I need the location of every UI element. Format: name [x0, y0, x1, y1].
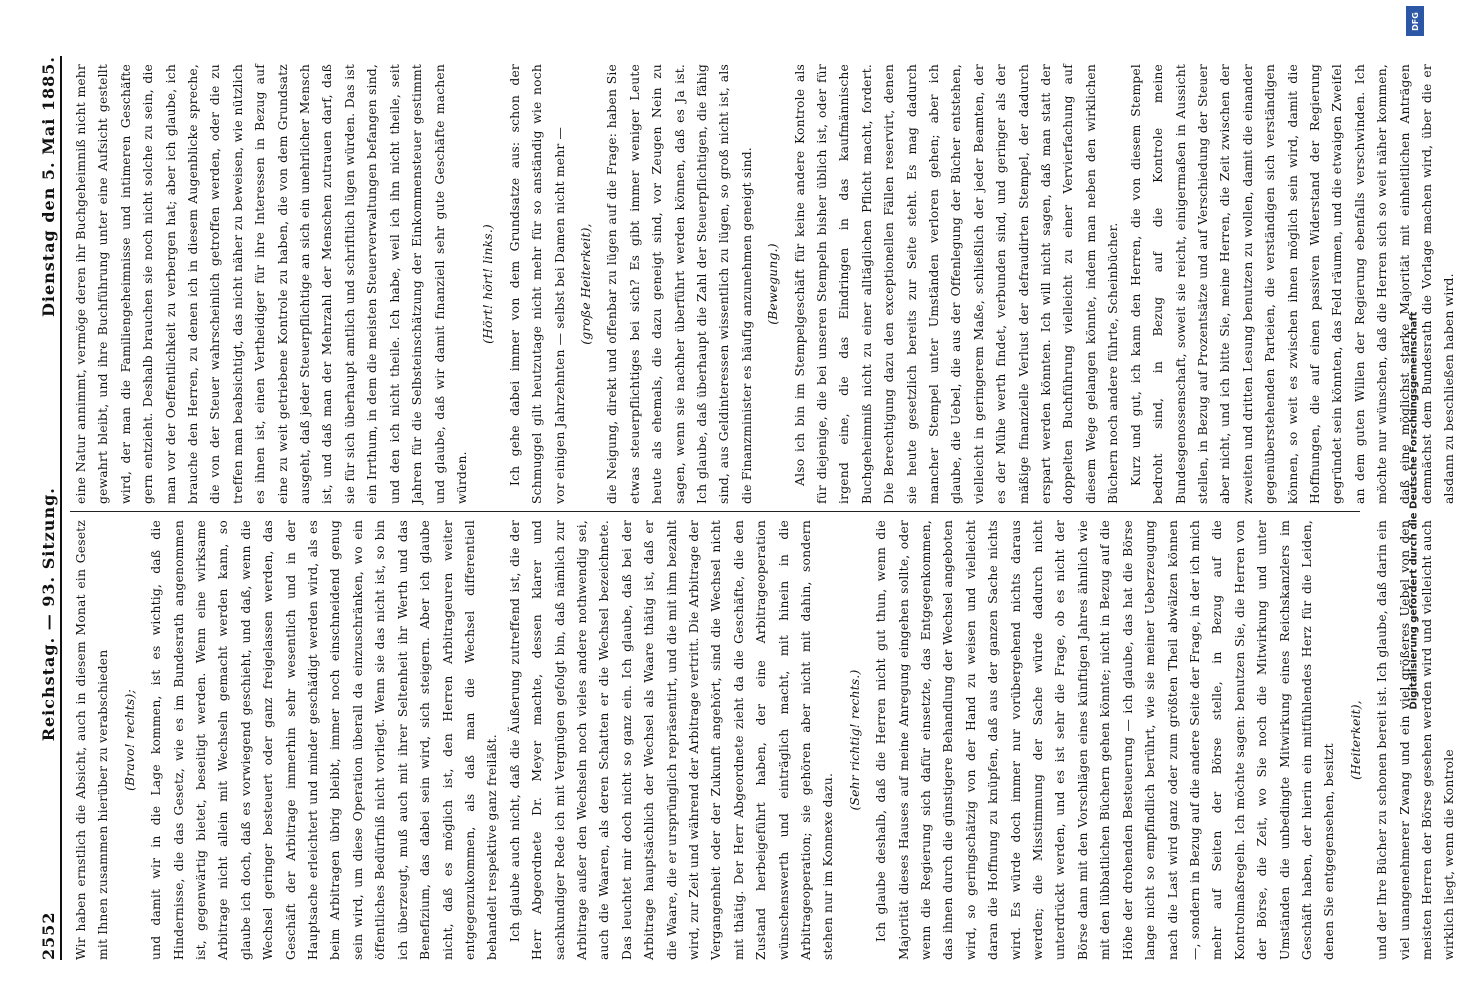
paragraph: Also ich bin im Stempelgeschäft für keine andere Kontrole als für diejenige, die bei unseren Stempeln bisher üblich ist, oder für irgend eine, die das Eindringen in das kaufmännische Buchgeheimniß nicht zu einer alltäglichen Pflicht macht, fordert. Die Berechtigung dazu den exceptionellen Fällen reservirt, denen sie heute gesetzlich bereits zur Seite steht. Es mag dadurch mancher Stempel unter Umständen verloren gehen; aber ich glaube, die Uebel, die aus der Offenlegung der Bücher entstehen, vielleicht in geringerem Maße, schließlich der jeder Beamten, der es der Mühe werth findet, verbunden sind, und geringer als der mäßige finanzielle Verlust der defraudirten Stempel, der dadurch erspart werden könnten. Ich will nicht sagen, daß man statt der doppelten Buchführung vielleicht zu einer Vervierfachung auf diesem Wege gelangen könnte, indem man neben den wirklichen Büchern noch andere führte, Scheinbücher. [792, 64, 1121, 504]
stage-direction: (Hört! hört! links.) [481, 224, 496, 344]
dfg-logo [1406, 6, 1424, 36]
stage-direction: (Bravo! rechts); [122, 689, 137, 791]
stage-direction: (Sehr richtig! rechts.) [847, 669, 862, 811]
session-title: Reichstag. — 93. Sitzung. [39, 487, 58, 742]
dfg-logo-text: DFG [1410, 11, 1420, 31]
digitization-credit-text: Digitalisierung gefördert durch die Deutsche Forschungsgemeinschaft [1408, 311, 1420, 709]
column-divider [70, 511, 1360, 512]
paragraph: Ich gehe dabei immer von dem Grundsatze aus: schon der Schmuggel gilt heutzutage nicht mehr für so anständig wie noch vor einigen Jahrzehnten — selbst bei Damen nicht mehr — [507, 64, 567, 504]
paragraph: und damit wir in die Lage kommen, ist es wichtig, daß die Hindernisse, die das Gesetz, wie es im Bundesrath angenommen ist, gegenwärtig bietet, beseitigt werden. Wenn eine wirksame Arbitrage nicht allein mit Wechseln gemacht werden kann, so glaube ich doch, daß es vorwiegend geschieht, und daß, wenn die Wechsel geringer besteuert oder ganz freigelassen werden, das Geschäft der Arbitrage immerhin sehr wesentlich und in der Hauptsache erleichtert und minder geschädigt werden wird, als es beim Arbitragen übrig bleibt, immer noch einschneidend genug sein wird, um diese Operation überall da einzuschränken, wo ein öffentliches Bedürfniß nicht vorliegt. Wenn sie das nicht ist, so bin ich überzeugt, muß auch mit ihrer Seltenheit ihr Werth und das Benefizium, das dabei sein wird, sich steigern. Aber ich glaube nicht, daß es möglich ist, den Herren Arbitrageuren weiter entgegenzukommen, als daß man die Wechsel differentiell behandelt respektive ganz freiläßt. [149, 520, 500, 960]
stage-direction: (Heiterkeit), [1348, 700, 1363, 780]
right-text-column [70, 64, 1457, 504]
stage-direction: (Bewegung.) [766, 243, 781, 325]
stage-direction: (große Heiterkeit), [578, 223, 593, 345]
paragraph: Wir haben ernstlich die Absicht, auch in diesem Monat ein Gesetz mit Ihnen zusammen hierüber zu verabschieden [74, 520, 111, 960]
page-header [30, 56, 62, 960]
page-number: 2552 [39, 911, 58, 960]
paragraph: Ich glaube auch nicht, daß die Äußerung zutreffend ist, die der Herr Abgeordnete Dr. Meyer machte, dessen klarer und sachkundiger Rede ich mit Vergnügen gefolgt bin, daß nämlich zur Arbitrage außer den Wechseln noch vieles andere nothwendig sei, auch die Waaren, als deren Schatten er die Wechsel bezeichnete. Das leuchtet mir doch nicht so ganz ein. Ich glaube, daß bei der Arbitrage hauptsächlich der Wechsel als Waare thätig ist, daß er die Waare, die er ursprünglich repräsentirt, und die mit ihm bezahlt wird, zur Zeit und während der Arbitrage vertritt. Die Arbitrage der Vergangenheit oder der Zukunft angehört, sind die Wechsel nicht mit thätig. Der Herr Abgeordnete zieht da die Geschäfte, die den Zustand herbeigeführt haben, der eine Arbitrageoperation wünschenswerth und einträglich macht, mit hinein in die Arbitrageoperation; sie gehören aber nicht mit dahin, sondern stehen nur im Konnexe dazu. [507, 520, 836, 960]
digitization-credit [1405, 40, 1423, 980]
paragraph: Kurz und gut, ich kann den Herren, die von diesem Stempel bedroht sind, in Bezug auf die Kontrole meine Bundesgenossenschaft, soweit sie reicht, einigermaßen in Aussicht stellen, in Bezug auf Prozentsätze und auf Verschiedung der Steuer aber nicht, und ich bitte Sie, meine Herren, die Zeit zwischen der zweiten und dritten Lesung benutzen zu wollen, damit die einander gegenüberstehenden Parteien, die verständigen sich verständigen können, so weit es zwischen ihnen möglich sein wird, damit die Hoffnungen, die auf einen passiven Widerstand der Regierung gegründet sein könnten, das Feld räumen, und die etwaigen Zweifel an dem guten Willen der Regierung ebenfalls verschwinden. Ich möchte nur wünschen, daß die Herren sich so weit näher kommen, daß eine möglichst starke Majorität mit einheitlichen Anträgen demnächst dem Bundesrath die Vorlage machen wird, über die er alsdann zu beschließen haben wird. [1128, 64, 1457, 504]
paragraph: und der Ihre Bücher zu schonen bereit ist. Ich glaube, daß darin ein viel unangenehmerer Zwang und ein viel größeres Uebel von den meisten Herren der Börse gesehen werden wird und vielleicht auch wirklich liegt, wenn die Kontrole [1375, 520, 1457, 960]
paragraph: Ich glaube deshalb, daß die Herren nicht gut thun, wenn die Majorität dieses Hauses auf meine Anregung eingehen sollte, oder wenn die Regierung sich dafür einsetzte, das Entgegenkommen, das ihnen durch die günstigere Behandlung der Wechsel angeboten wird, so geringschätzig von der Hand zu weisen und vielleicht daran die Hoffnung zu knüpfen, daß aus der ganzen Sache nichts wird. Es würde doch immer nur vorübergehend nichts daraus werden; die Misstimmung der Sache würde dadurch nicht unterdrückt werden, und es ist sehr die Frage, ob es nicht der Börse dann mit den Vorschlägen eines künftigen Jahres ähnlich wie mit den lübbatlichen Büchern gehen könnte; nicht in Bezug auf die Höhe der drohenden Besteuerung — ich glaube, das hat die Börse lange nicht so empfindlich berührt, wie sie meiner Ueberzeugung nach die Last wird ganz oder zum größten Theil abwälzen können —, sondern in Bezug auf die andere Seite der Frage, in der ich mich mehr auf Seiten der Börse stelle, in Bezug auf die Kontrolmaßregeln. Ich möchte sagen: benutzen Sie, die Herren von der Börse, die Zeit, wo Sie noch die Mitwirkung und unter Umständen die unbedingte Mitwirkung eines Reichskanzlers im Geschäft haben, der hierin ein mitfühlendes Herz für die Leiden, denen Sie entgegensehen, besitzt [874, 520, 1337, 960]
paragraph: eine Natur annimmt, vermöge deren ihr Buchgeheimniß nicht mehr gewahrt bleibt, und ihre Buchführung unter eine Aufsicht gestellt wird, der man die Familiengeheimnisse und intimeren Geschäfte gern entzieht. Deshalb brauchen sie noch nicht solche zu sein, die man vor der Oeffentlichkeit zu verbergen hat; aber ich glaube, ich brauche den Herren, zu denen ich in diesem Augenblicke spreche, die von der Steuer wahrscheinlich getroffen werden, oder die zu treffen man beabsichtigt, das nicht näher zu beweisen, wie nützlich es ihnen ist, einen Vertheidiger für ihre Interessen in Bezug auf eine zu weit getriebene Kontrole zu haben, die von dem Grundsatz ausgeht, daß jeder Steuerpflichtige an sich ein unehrlicher Mensch ist, und daß man der Mehrzahl der Menschen zutrauen darf, daß sie für sich überhaupt amtlich und schriftlich lügen würden. Das ist ein Irrthum, in dem die meisten Steuerverwaltungen befangen sind, und den ich nicht theile. Ich habe, weil ich ihn nicht theile, seit Jahren für die Selbsteinschätzung der Einkommensteuer gestimmt und glaube, daß wir damit finanziell sehr gute Geschäfte machen würden. [74, 64, 469, 504]
paragraph: die Neigung, direkt und offenbar zu lügen auf die Frage: haben Sie etwas steuerpflichtiges bei sich? Es gibt immer weniger Leute heute als ehemals, die dazu geneigt sind, vor Zeugen Nein zu sagen, wenn sie nachher überführt werden können, daß es Ja ist. Ich glaube, daß überhaupt die Zahl der Steuerpflichtigen, die fähig sind, aus Geldinteressen wissentlich zu lügen, so groß nicht ist, als die Finanzminister es häufig anzunehmen geneigt sind. [605, 64, 754, 504]
session-date: Dienstag den 5. Mai 1885. [39, 56, 58, 317]
left-text-column [70, 520, 1457, 960]
